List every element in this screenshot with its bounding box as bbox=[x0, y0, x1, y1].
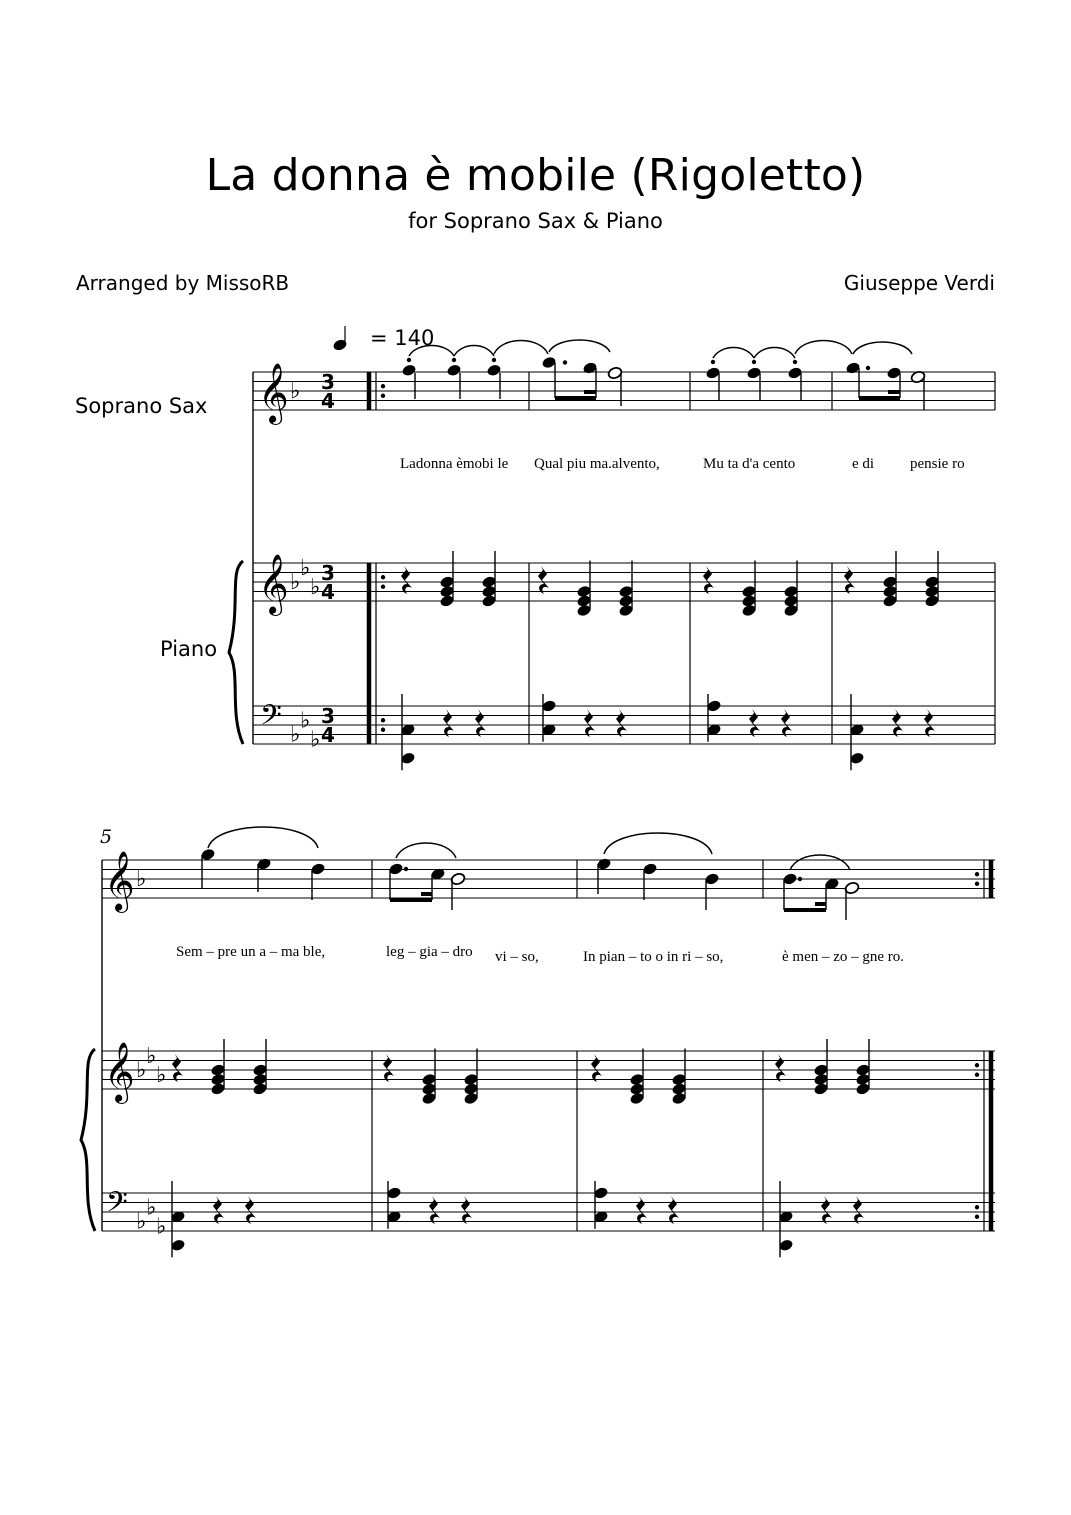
lyric-syllables: è men – zo – gne ro. bbox=[782, 949, 905, 965]
lyric-syllables: Sem – pre un a – ma ble, bbox=[176, 944, 326, 960]
slur bbox=[790, 855, 850, 870]
staccato-dot bbox=[866, 366, 870, 370]
lyric-syllables: Qual piu ma.alvento, bbox=[534, 456, 660, 472]
staccato-dot bbox=[975, 1073, 979, 1077]
flat-sign: ♭ bbox=[136, 1209, 147, 1235]
staccato-dot bbox=[793, 360, 797, 364]
time-signature-bottom: 4 bbox=[321, 723, 335, 747]
lyric-syllables: leg – gia – dro bbox=[386, 944, 473, 960]
quarter-rest bbox=[636, 1196, 647, 1224]
score-title: La donna è mobile (Rigoletto) bbox=[205, 150, 866, 201]
flat-sign: ♭ bbox=[146, 1195, 157, 1221]
slur bbox=[409, 346, 454, 357]
flat-sign: ♭ bbox=[310, 727, 321, 753]
quarter-rest bbox=[844, 566, 855, 594]
score-subtitle: for Soprano Sax & Piano bbox=[408, 209, 663, 233]
staccato-dot bbox=[404, 867, 408, 871]
lyric-syllables: In pian – to o in ri – so, bbox=[583, 949, 724, 965]
quarter-rest bbox=[475, 709, 486, 737]
staccato-dot bbox=[452, 358, 456, 362]
time-signature-bottom: 4 bbox=[321, 580, 335, 604]
flat-sign: ♭ bbox=[136, 1058, 147, 1083]
treble-clef: 𝄞 bbox=[258, 363, 289, 423]
staccato-dot bbox=[975, 1215, 979, 1219]
slur bbox=[454, 346, 494, 357]
slur bbox=[549, 340, 610, 352]
staccato-dot bbox=[381, 384, 385, 388]
staccato-dot bbox=[975, 872, 979, 876]
arranger-credit: Arranged by MissoRB bbox=[76, 271, 290, 295]
slur bbox=[494, 341, 548, 355]
quarter-rest bbox=[461, 1196, 472, 1224]
lyric-syllables: Ladonna èmobi le bbox=[400, 456, 509, 472]
bass-clef: 𝄢 bbox=[260, 699, 282, 739]
quarter-rest bbox=[703, 566, 714, 594]
staccato-dot bbox=[975, 882, 979, 886]
lyric-syllables: pensie ro bbox=[910, 456, 965, 472]
quarter-rest bbox=[591, 1054, 602, 1082]
flat-sign: ♭ bbox=[136, 867, 147, 892]
quarter-rest bbox=[443, 709, 454, 737]
quarter-rest bbox=[924, 709, 935, 737]
quarter-rest bbox=[853, 1196, 864, 1224]
quarter-rest bbox=[401, 566, 412, 594]
time-signature-top: 3 bbox=[321, 370, 335, 394]
staccato-dot bbox=[798, 877, 802, 881]
piano-brace bbox=[81, 1049, 95, 1231]
slur bbox=[754, 348, 795, 359]
treble-clef: 𝄞 bbox=[104, 851, 135, 911]
staccato-dot bbox=[492, 358, 496, 362]
flat-sign: ♭ bbox=[290, 570, 301, 595]
piano-brace bbox=[229, 561, 243, 744]
slur bbox=[208, 827, 318, 848]
time-signature-bottom: 4 bbox=[321, 389, 335, 413]
flat-sign: ♭ bbox=[146, 1043, 157, 1069]
staccato-dot bbox=[752, 360, 756, 364]
quarter-rest bbox=[668, 1196, 679, 1224]
staccato-dot bbox=[975, 1205, 979, 1209]
measure-number: 5 bbox=[100, 826, 113, 848]
quarter-rest bbox=[821, 1196, 832, 1224]
flat-sign: ♭ bbox=[156, 1214, 167, 1240]
treble-clef: 𝄞 bbox=[258, 554, 289, 614]
staccato-dot bbox=[975, 1063, 979, 1067]
quarter-rest bbox=[429, 1196, 440, 1224]
slur bbox=[713, 348, 754, 359]
flat-sign: ♭ bbox=[290, 379, 301, 404]
staccato-dot bbox=[563, 360, 567, 364]
time-signature-top: 3 bbox=[321, 704, 335, 728]
time-signature-top: 3 bbox=[321, 561, 335, 585]
quarter-rest bbox=[749, 709, 760, 737]
treble-clef: 𝄞 bbox=[104, 1042, 135, 1102]
flat-sign: ♭ bbox=[290, 722, 301, 748]
quarter-rest bbox=[781, 709, 792, 737]
staccato-dot bbox=[407, 358, 411, 362]
staccato-dot bbox=[381, 728, 385, 732]
flat-sign: ♭ bbox=[156, 1062, 167, 1088]
quarter-rest bbox=[172, 1054, 183, 1082]
staccato-dot bbox=[381, 394, 385, 398]
slur bbox=[795, 341, 852, 355]
quarter-rest bbox=[213, 1196, 224, 1224]
flat-sign: ♭ bbox=[310, 574, 321, 600]
instrument-label-sax: Soprano Sax bbox=[75, 394, 208, 418]
slur bbox=[604, 833, 712, 854]
quarter-rest bbox=[538, 566, 549, 594]
slur bbox=[853, 342, 912, 354]
staccato-dot bbox=[381, 575, 385, 579]
quarter-rest bbox=[616, 709, 627, 737]
quarter-rest bbox=[383, 1054, 394, 1082]
composer-credit: Giuseppe Verdi bbox=[843, 271, 995, 295]
lyric-syllables: e di bbox=[852, 456, 875, 472]
flat-sign: ♭ bbox=[300, 708, 311, 734]
quarter-rest bbox=[245, 1196, 256, 1224]
instrument-label-piano: Piano bbox=[160, 637, 218, 661]
staccato-dot bbox=[381, 718, 385, 722]
lyric-syllables: vi – so, bbox=[495, 949, 539, 965]
lyric-syllables: Mu ta d'a cento bbox=[703, 456, 796, 472]
bass-clef: 𝄢 bbox=[106, 1186, 128, 1226]
quarter-rest bbox=[892, 709, 903, 737]
slur bbox=[396, 843, 456, 858]
quarter-rest bbox=[775, 1054, 786, 1082]
tempo-marking: = 140 bbox=[370, 326, 435, 350]
staccato-dot bbox=[381, 585, 385, 589]
staccato-dot bbox=[711, 360, 715, 364]
quarter-rest bbox=[584, 709, 595, 737]
flat-sign: ♭ bbox=[300, 555, 311, 581]
